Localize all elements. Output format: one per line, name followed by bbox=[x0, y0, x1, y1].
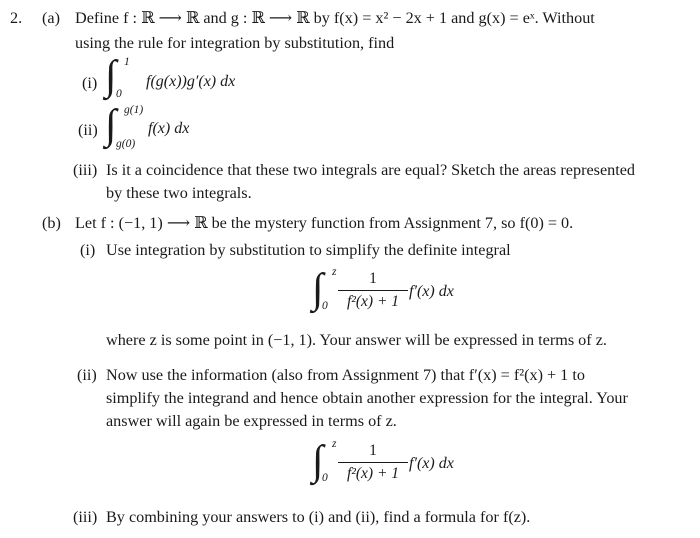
part-a-label: (a) bbox=[42, 9, 60, 27]
part-b-iii-line1: By combining your answers to (i) and (ii), find a formula for f(z). bbox=[106, 508, 531, 526]
part-b-label: (b) bbox=[42, 214, 61, 232]
part-b-iii-label: (iii) bbox=[73, 508, 98, 526]
integrand: f(x) dx bbox=[148, 120, 190, 137]
integrand-tail: f′(x) dx bbox=[409, 455, 454, 472]
part-a-iii-line1: Is it a coincidence that these two integrals are equal? Sketch the areas represented bbox=[106, 161, 636, 179]
fraction bbox=[338, 442, 408, 483]
part-b-ii-line2: simplify the integrand and hence obtain another expression for the integral. Your bbox=[106, 389, 628, 407]
part-a-ii-label: (ii) bbox=[78, 121, 98, 139]
part-b-ii-label: (ii) bbox=[77, 366, 97, 384]
part-b-ii-line1: Now use the information (also from Assignment 7) that f′(x) = f²(x) + 1 to bbox=[106, 366, 585, 384]
problem-number: 2. bbox=[10, 9, 23, 27]
integral-sign: ∫ bbox=[312, 266, 324, 312]
part-b-intro: Let f : (−1, 1) ⟶ ℝ be the mystery function from Assignment 7, so f(0) = 0. bbox=[75, 214, 574, 232]
part-b-i-label: (i) bbox=[80, 241, 96, 259]
integral-sign: ∫ bbox=[312, 438, 324, 484]
integrand: f(g(x))g′(x) dx bbox=[146, 73, 236, 90]
lower-limit: 0 bbox=[116, 88, 122, 100]
lower-limit: 0 bbox=[322, 300, 328, 312]
part-b-i-line1: Use integration by substitution to simplify the definite integral bbox=[106, 241, 511, 259]
upper-limit: g(1) bbox=[124, 104, 144, 116]
part-b-ii-line3: answer will again be expressed in terms of z. bbox=[106, 412, 397, 430]
lower-limit: 0 bbox=[322, 472, 328, 484]
denominator: f²(x) + 1 bbox=[346, 465, 400, 482]
fraction-bar bbox=[338, 462, 408, 463]
part-a-i-label: (i) bbox=[82, 74, 98, 92]
part-a-iii-label: (iii) bbox=[73, 161, 98, 179]
denominator: f²(x) + 1 bbox=[346, 293, 400, 310]
numerator: 1 bbox=[369, 270, 377, 287]
upper-limit: 1 bbox=[124, 56, 130, 68]
fraction bbox=[338, 270, 408, 311]
part-b-i-line2: where z is some point in (−1, 1). Your answer will be expressed in terms of z. bbox=[106, 331, 607, 349]
integrand-tail: f′(x) dx bbox=[409, 283, 454, 300]
part-a-iii-line2: by these two integrals. bbox=[106, 184, 252, 202]
upper-limit: z bbox=[332, 438, 337, 450]
part-a-intro-line2: using the rule for integration by substitution, find bbox=[75, 34, 395, 52]
part-a-intro-line1: Define f : ℝ ⟶ ℝ and g : ℝ ⟶ ℝ by f(x) = x² − 2x + 1 and g(x) = eˣ. Without bbox=[75, 9, 595, 27]
fraction-bar bbox=[338, 290, 408, 291]
integral-sign: ∫ bbox=[105, 53, 117, 99]
integral-sign: ∫ bbox=[105, 102, 117, 148]
upper-limit: z bbox=[332, 266, 337, 278]
numerator: 1 bbox=[369, 442, 377, 459]
lower-limit: g(0) bbox=[116, 138, 136, 150]
